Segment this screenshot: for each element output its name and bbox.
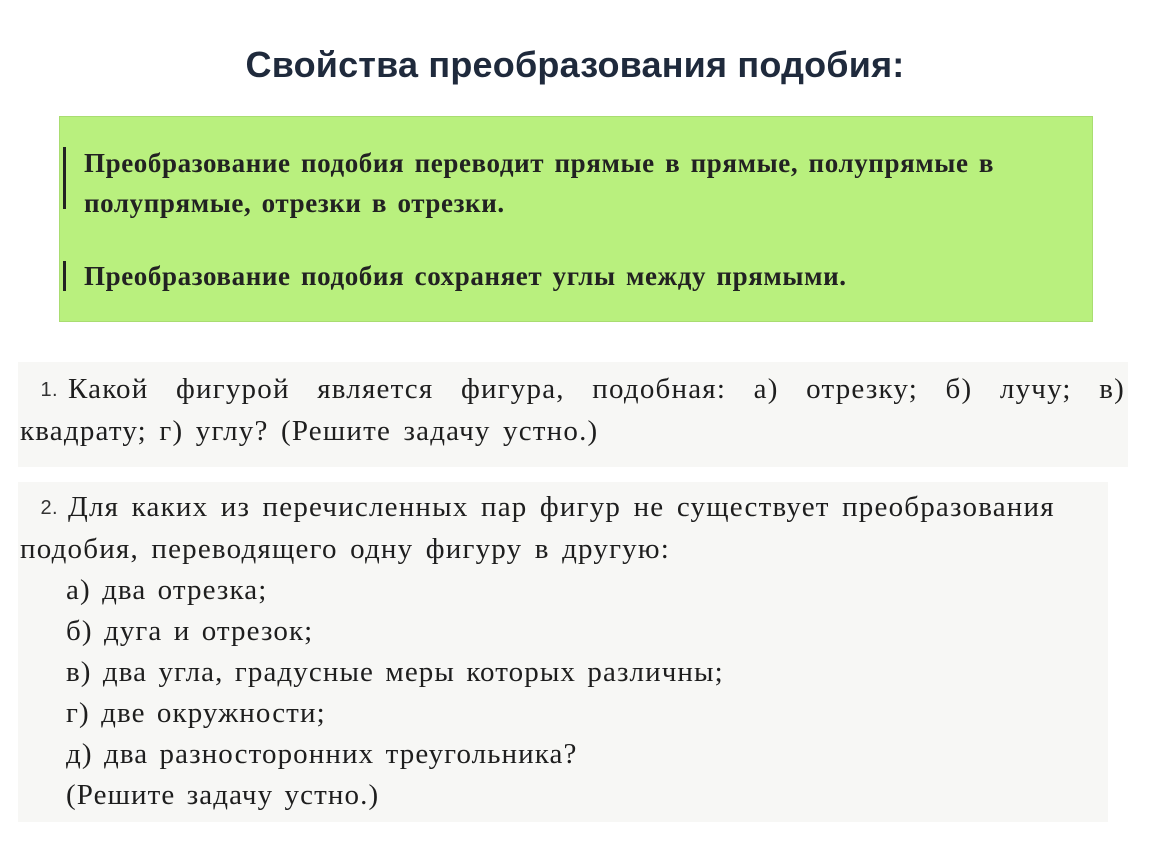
theorem-1: Преобразование подобия переводит прямые в прямые, полупрямые в полупрямые, отрезки в отрезки. — [84, 148, 995, 218]
theorem-2: Преобразование подобия сохраняет углы между прямыми. — [84, 261, 847, 291]
option-a: а) два отрезка; — [66, 574, 268, 606]
slide-title: Свойства преобразования подобия: — [245, 44, 905, 85]
task-text: Какой фигурой является фигура, подобная: а) отрезку; б) лучу; в) квадрату; г) углу? (Решите задачу устно.) — [20, 373, 1125, 447]
task-text: Для каких из перечисленных пар фигур не существует преобразования подобия, переводящего одну фигуру в другую: — [20, 491, 1055, 565]
option-v: в) два угла, градусные меры которых различны; — [66, 656, 724, 688]
margin-bar — [63, 147, 66, 209]
task-1 — [20, 369, 1125, 452]
theorem-box — [59, 116, 1093, 322]
task-note: (Решите задачу устно.) — [66, 779, 380, 811]
task-2 — [20, 487, 1105, 816]
option-g: г) две окружности; — [66, 697, 326, 729]
option-d: д) два разносторонних треугольника? — [66, 738, 578, 770]
option-b: б) дуга и отрезок; — [66, 615, 314, 647]
margin-bar — [63, 261, 66, 291]
task-number: 1. — [40, 379, 58, 401]
task-number: 2. — [40, 497, 58, 519]
